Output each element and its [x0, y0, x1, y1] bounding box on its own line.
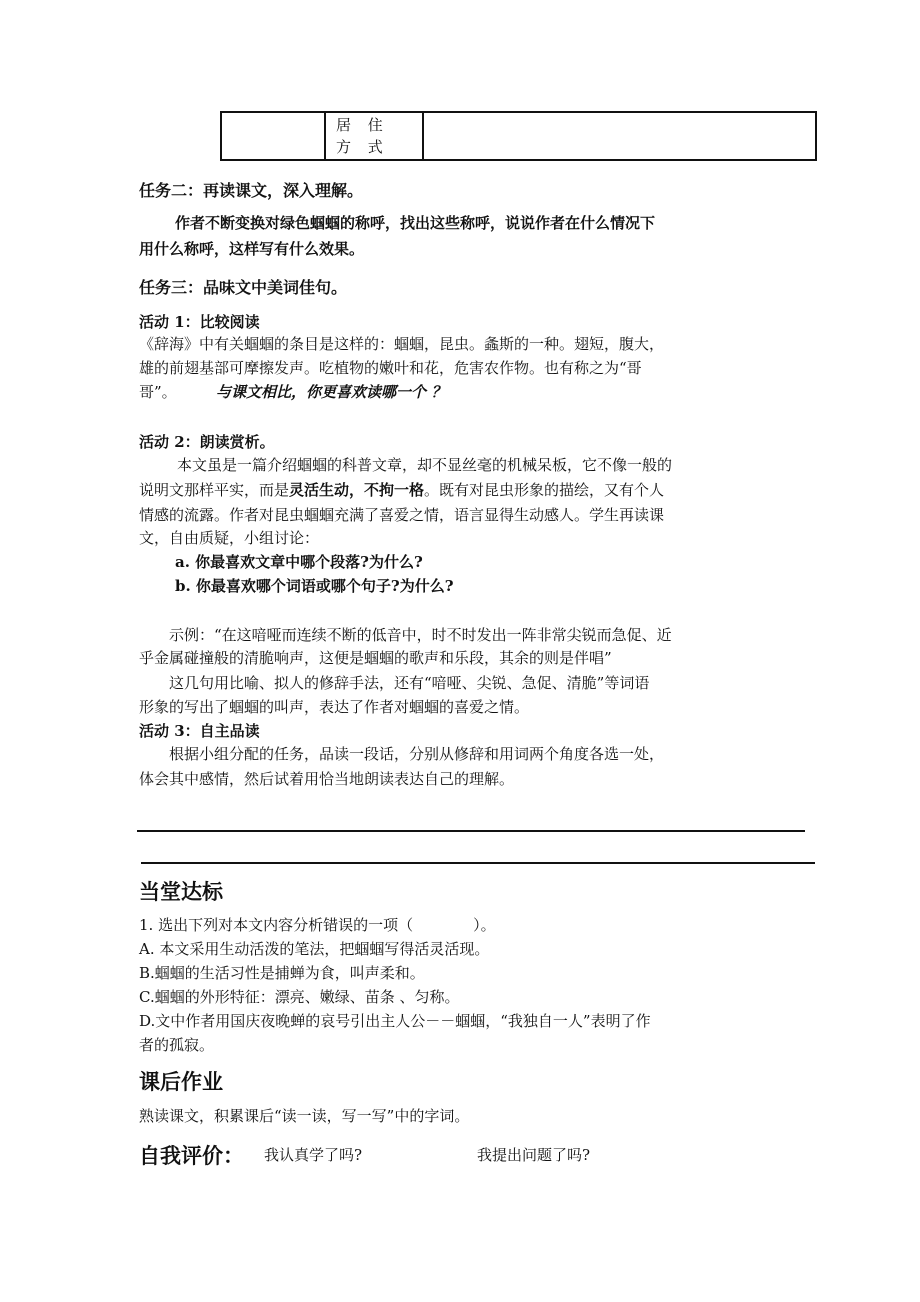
activity2-line2-bold: 灵活生动，不拘一格 [289, 481, 425, 499]
activity2-title: 活动 2：朗读赏析。 [139, 433, 275, 451]
example-line1: 示例：“在这喑哑而连续不断的低音中，时不时发出一阵非常尖锐而急促、近 [169, 626, 672, 644]
question-a: a. 你最喜欢文章中哪个段落?为什么? [175, 553, 423, 571]
activity2-line4: 文，自由质疑，小组讨论： [139, 529, 320, 547]
example-line2: 乎金属碰撞般的清脆响声，这便是蝈蝈的歌声和乐段，其余的则是伴唱” [139, 649, 612, 667]
activity2-line2-b: 。既有对昆虫形象的描绘，又有个人 [424, 481, 665, 499]
residence-table [220, 111, 817, 161]
quiz-option-b: B.蝈蝈的生活习性是捕蝉为食，叫声柔和。 [139, 964, 425, 982]
activity3-line1: 根据小组分配的任务，品读一段话，分别从修辞和用词两个角度各选一处， [169, 745, 665, 763]
activity1-title: 活动 1：比较阅读 [139, 313, 260, 331]
self-eval-q1: 我认真学了吗? [264, 1146, 363, 1164]
table-empty-cell [221, 112, 325, 160]
quiz-option-d-line1: D.文中作者用国庆夜晚蝉的哀号引出主人公－－蝈蝈，“我独自一人”表明了作 [139, 1012, 651, 1030]
quiz-option-c: C.蝈蝈的外形特征：漂亮、嫩绿、苗条 、匀称。 [139, 988, 460, 1006]
activity2-line2-a: 说明文那样平实，而是 [139, 481, 290, 499]
task2-title: 任务二：再读课文，深入理解。 [139, 181, 364, 200]
label-line-2: 方 式 [336, 138, 389, 156]
activity2-line3: 情感的流露。作者对昆虫蝈蝈充满了喜爱之情，语言显得生动感人。学生再读课 [139, 506, 665, 524]
task2-body-line1: 作者不断变换对绿色蝈蝈的称呼，找出这些称呼，说说作者在什么情况下 [175, 214, 656, 232]
question-b: b. 你最喜欢哪个词语或哪个句子?为什么? [175, 577, 454, 595]
homework-body: 熟读课文，积累课后“读一读，写一写”中的字词。 [139, 1107, 470, 1125]
table-label-cell [325, 112, 423, 160]
self-eval-title: 自我评价： [139, 1143, 244, 1168]
activity1-line3: 哥”。 [139, 383, 177, 401]
quiz-option-d-line2: 者的孤寂。 [139, 1036, 215, 1054]
quiz-title: 当堂达标 [139, 879, 223, 904]
divider-line-2 [141, 862, 815, 864]
self-eval-q2: 我提出问题了吗? [477, 1146, 591, 1164]
analysis-line1: 这几句用比喻、拟人的修辞手法，还有“喑哑、尖锐、急促、清脆”等词语 [169, 674, 650, 692]
divider-line-1 [137, 830, 805, 832]
table-answer-cell [423, 112, 816, 160]
activity1-question: 与课文相比，你更喜欢读哪一个 ？ [216, 383, 447, 401]
quiz-option-a: A. 本文采用生动活泼的笔法，把蝈蝈写得活灵活现。 [139, 940, 490, 958]
activity2-line2 [139, 479, 819, 502]
homework-title: 课后作业 [139, 1069, 223, 1094]
activity1-line1: 《辞海》中有关蝈蝈的条目是这样的：蝈蝈，昆虫。螽斯的一种。翅短，腹大， [139, 335, 665, 353]
activity3-line2: 体会其中感情，然后试着用恰当地朗读表达自己的理解。 [139, 770, 515, 788]
activity3-title: 活动 3：自主品读 [139, 722, 260, 740]
task3-title: 任务三：品味文中美词佳句。 [139, 278, 348, 297]
label-line-1: 居 住 [336, 116, 389, 134]
task2-body-line2: 用什么称呼，这样写有什么效果。 [139, 240, 365, 258]
analysis-line2: 形象的写出了蝈蝈的叫声，表达了作者对蝈蝈的喜爱之情。 [139, 698, 530, 716]
activity2-line1: 本文虽是一篇介绍蝈蝈的科普文章，却不显丝毫的机械呆板，它不像一般的 [177, 456, 673, 474]
activity1-line2: 雄的前翅基部可摩擦发声。吃植物的嫩叶和花，危害农作物。也有称之为“哥 [139, 359, 642, 377]
quiz-question: 1. 选出下列对本文内容分析错误的一项（ ）。 [139, 916, 496, 934]
